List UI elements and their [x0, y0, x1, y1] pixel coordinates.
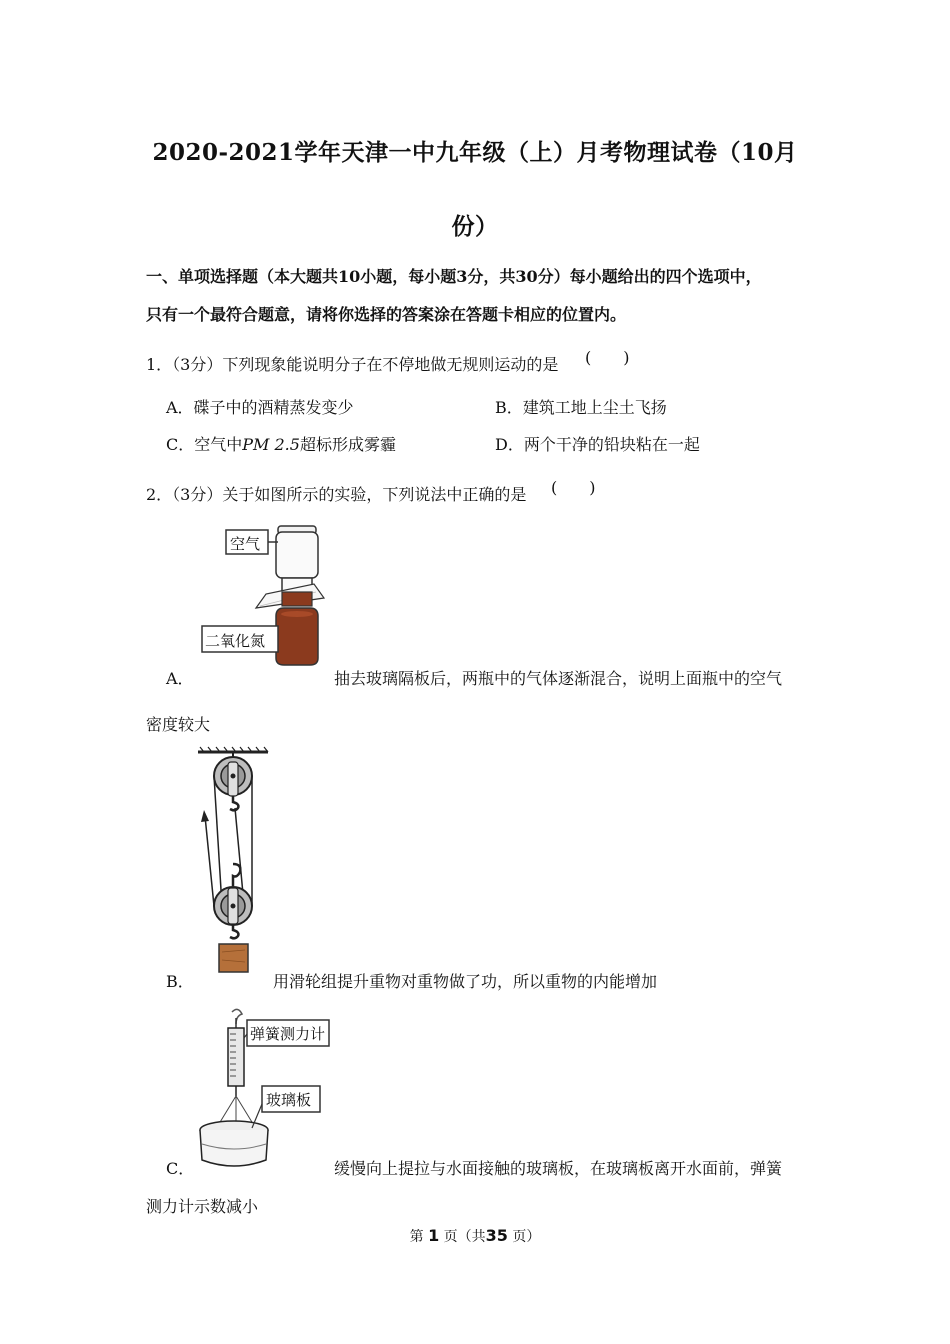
footer-page-number: 1	[428, 1226, 440, 1245]
footer-total-pages: 35	[485, 1226, 508, 1245]
question-2-option-c-text: 缓慢向上提拉与水面接触的玻璃板，在玻璃板离开水面前，弹簧	[334, 1159, 783, 1178]
page-title-continued: 份）	[451, 213, 499, 240]
question-1-answer-parens: ( )	[585, 348, 630, 367]
question-2-option-a-continued: 密度较大	[146, 715, 211, 734]
question-1-option-c	[166, 432, 396, 455]
footer-suffix: 页）	[512, 1229, 541, 1245]
air-label: 空气	[230, 535, 261, 553]
section-header-line2: 只有一个最符合题意，请将你选择的答案涂在答题卡相应的位置内。	[146, 305, 627, 324]
question-2-option-b-text: 用滑轮组提升重物对重物做了功，所以重物的内能增加	[273, 972, 658, 991]
question-1-option-a: A．碟子中的酒精蒸发变少	[166, 398, 354, 417]
page-title: 2020-2021学年天津一中九年级（上）月考物理试卷（10月	[152, 139, 798, 166]
question-1-option-b: B．建筑工地上尘土飞扬	[495, 398, 667, 417]
glass-plate-label: 玻璃板	[266, 1091, 312, 1109]
question-2-stem: 2．（3分）关于如图所示的实验，下列说法中正确的是	[146, 485, 527, 504]
question-2-option-a-text: 抽去玻璃隔板后，两瓶中的气体逐渐混合，说明上面瓶中的空气	[334, 669, 783, 688]
question-1-option-d: D．两个干净的铅块粘在一起	[495, 435, 700, 454]
question-1-option-c-suffix: 超标形成雾霾	[299, 435, 396, 454]
pulley-system-figure	[192, 746, 276, 976]
question-2-answer-parens: ( )	[551, 478, 596, 497]
footer-prefix: 第	[409, 1229, 424, 1245]
question-2-option-a-label: A．	[166, 669, 194, 688]
pm25-term: PM 2.5	[242, 435, 300, 454]
spring-scale-label: 弹簧测力计	[250, 1025, 326, 1043]
page-footer	[0, 1226, 950, 1246]
nitrogen-dioxide-label: 二氧化氮	[205, 632, 266, 650]
question-2-option-c-continued: 测力计示数减小	[146, 1197, 259, 1216]
footer-middle: 页（共	[443, 1229, 486, 1245]
section-header-line1: 一、单项选择题（本大题共10小题，每小题3分，共30分）每小题给出的四个选项中，	[146, 267, 762, 286]
question-2-option-b-label: B．	[166, 972, 194, 991]
question-2-option-c-label: C．	[166, 1159, 195, 1178]
question-1-stem: 1．（3分）下列现象能说明分子在不停地做无规则运动的是	[146, 355, 559, 374]
question-1-option-c-prefix: C．空气中	[166, 435, 243, 454]
